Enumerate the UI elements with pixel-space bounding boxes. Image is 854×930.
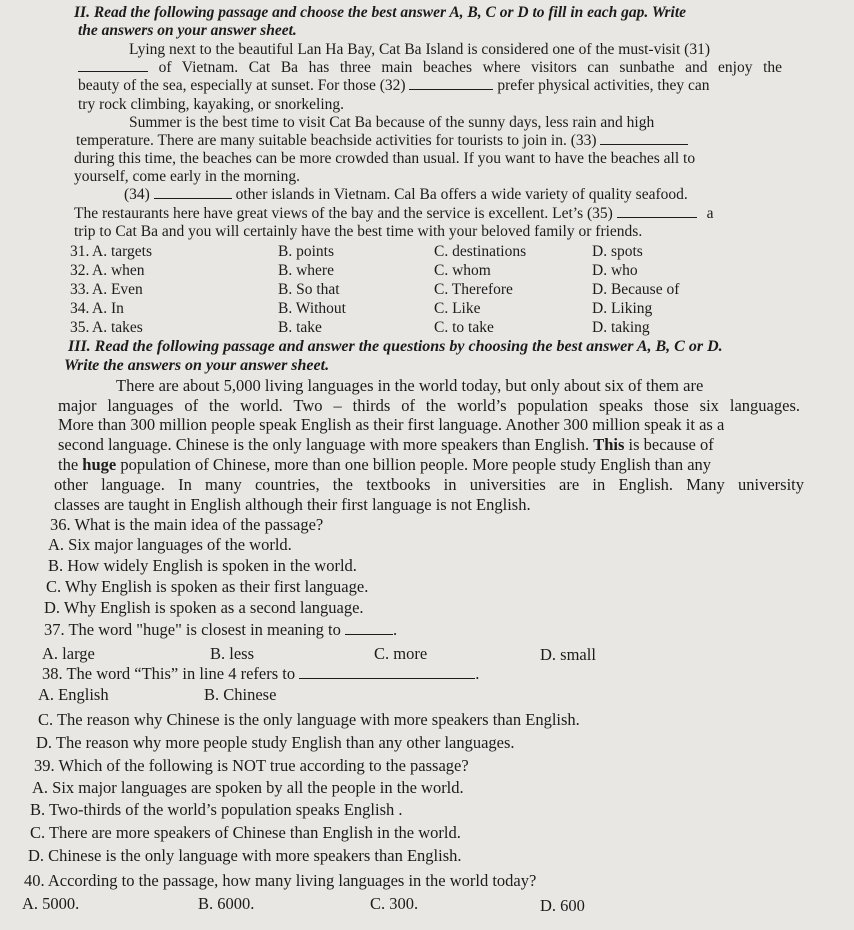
passage2-text: Lying next to the beautiful Lan Ha Bay, Cat Ba Island is considered one of the must-visit (31) xyxy=(129,41,710,58)
question-stem xyxy=(42,665,479,683)
passage3-line6: other language. In many countries, the textbooks in universities are in English. Many university xyxy=(54,475,804,494)
gap-33 xyxy=(600,132,688,145)
option-d[interactable]: D. The reason why more people study English than any other languages. xyxy=(36,733,515,752)
option-c[interactable]: C. The reason why Chinese is the only language with more speakers than English. xyxy=(38,710,580,729)
option-c[interactable]: C. 300. xyxy=(370,894,419,913)
option-d[interactable]: D. who xyxy=(592,262,638,279)
passage2-text: prefer physical activities, they can xyxy=(497,77,710,94)
this-word: This xyxy=(593,435,625,454)
option-a[interactable]: A. 5000. xyxy=(22,894,80,913)
option-a[interactable]: A. when xyxy=(92,262,145,279)
option-d[interactable]: D. Liking xyxy=(592,300,653,317)
passage2-line8: yourself, come early in the morning. xyxy=(74,168,300,185)
option-a[interactable]: A. takes xyxy=(92,319,143,336)
option-c[interactable]: C. to take xyxy=(434,319,494,336)
gap-31 xyxy=(78,59,148,72)
passage2-text: temperature. There are many suitable beachside activities for tourists to join in. (33) xyxy=(76,132,597,149)
passage2-line6 xyxy=(76,132,688,150)
passage2-text: a xyxy=(706,205,714,222)
option-a[interactable]: A. targets xyxy=(92,243,152,260)
option-c[interactable]: C. destinations xyxy=(434,243,527,260)
option-b[interactable]: B. Without xyxy=(278,300,346,317)
passage2-text: beauty of the sea, especially at sunset. For those (32) xyxy=(78,77,406,94)
passage3-line3: More than 300 million people speak English as their first language. Another 300 million speak it as a xyxy=(58,415,725,434)
passage2-text: of Vietnam. Cat Ba has three main beaches where visitors can sunbathe and enjoy the xyxy=(158,59,783,76)
option-d[interactable]: D. taking xyxy=(592,319,650,336)
option-c[interactable]: C. whom xyxy=(434,262,491,279)
passage2-line2 xyxy=(78,59,782,77)
option-c[interactable]: C. Therefore xyxy=(434,281,513,298)
option-b[interactable]: B. less xyxy=(210,644,255,663)
passage2-line10 xyxy=(74,205,713,223)
passage2-line11: trip to Cat Ba and you will certainly have the best time with your beloved family or friends. xyxy=(74,223,643,240)
passage2-text: (34) xyxy=(124,186,150,203)
passage3-text: population of Chinese, more than one billion people. More people study English than any xyxy=(120,455,712,474)
option-d[interactable]: D. 600 xyxy=(540,896,585,915)
passage3-text: is because of xyxy=(628,435,714,454)
question-stem-end: . xyxy=(392,620,398,639)
question-stem xyxy=(44,621,397,639)
passage2-line5: Summer is the best time to visit Cat Ba because of the sunny days, less rain and high xyxy=(129,114,655,131)
passage2-line1 xyxy=(129,41,710,59)
passage3-line2: major languages of the world. Two – thirds of the world’s population speaks those six languages. xyxy=(58,396,800,415)
option-a[interactable]: A. Six major languages of the world. xyxy=(48,535,292,554)
passage3-line5 xyxy=(58,456,711,474)
option-a[interactable]: A. Even xyxy=(92,281,143,298)
question-number: 34. xyxy=(70,300,90,317)
gap-32 xyxy=(409,77,493,90)
passage3-text: the xyxy=(58,455,79,474)
passage3-line1: There are about 5,000 living languages in the world today, but only about six of them are xyxy=(116,376,704,395)
option-d[interactable]: D. Why English is spoken as a second language. xyxy=(44,598,364,617)
option-c[interactable]: C. more xyxy=(374,644,428,663)
question-stem-text: 37. The word "huge" is closest in meaning to xyxy=(44,620,341,639)
passage2-text: other islands in Vietnam. Cal Ba offers a wide variety of quality seafood. xyxy=(235,186,688,203)
section2-instruction-line1: II. Read the following passage and choose the best answer A, B, C or D to fill in each gap. Write xyxy=(74,4,687,21)
option-a[interactable]: A. large xyxy=(42,644,95,663)
option-b[interactable]: B. Two-thirds of the world’s population speaks English . xyxy=(30,800,403,819)
answer-blank xyxy=(345,622,393,635)
passage2-line3 xyxy=(78,77,709,95)
option-a[interactable]: A. In xyxy=(92,300,124,317)
passage2-line7: during this time, the beaches can be more crowded than usual. If you want to have the beaches all to xyxy=(74,150,696,167)
option-b[interactable]: B. take xyxy=(278,319,322,336)
passage3-text: second language. Chinese is the only language with more speakers than English. xyxy=(58,435,590,454)
option-d[interactable]: D. Because of xyxy=(592,281,680,298)
question-number: 33. xyxy=(70,281,90,298)
question-stem-text: 38. The word “This” in line 4 refers to xyxy=(42,664,296,683)
gap-35 xyxy=(617,205,697,218)
question-stem-end: . xyxy=(475,664,480,683)
option-b[interactable]: B. Chinese xyxy=(204,685,277,704)
section2-instruction-line2: the answers on your answer sheet. xyxy=(78,22,297,39)
option-b[interactable]: B. How widely English is spoken in the world. xyxy=(48,556,357,575)
option-c[interactable]: C. Like xyxy=(434,300,481,317)
option-b[interactable]: B. points xyxy=(278,243,334,260)
option-c[interactable]: C. There are more speakers of Chinese than English in the world. xyxy=(30,823,461,842)
passage3-line7: classes are taught in English although their first language is not English. xyxy=(54,495,531,514)
question-number: 32. xyxy=(70,262,90,279)
section3-instruction-line2: Write the answers on your answer sheet. xyxy=(64,357,330,374)
gap-34 xyxy=(154,186,232,199)
option-a[interactable]: A. Six major languages are spoken by all the people in the world. xyxy=(32,778,464,797)
passage2-line4: try rock climbing, kayaking, or snorkeling. xyxy=(78,96,345,113)
option-a[interactable]: A. English xyxy=(38,685,109,704)
answer-blank xyxy=(299,666,475,679)
question-stem: 40. According to the passage, how many living languages in the world today? xyxy=(24,871,537,890)
passage2-text: The restaurants here have great views of the bay and the service is excellent. Let’s (35) xyxy=(74,205,613,222)
huge-word: huge xyxy=(82,455,117,474)
option-d[interactable]: D. small xyxy=(540,645,596,664)
section3-instruction-line1: III. Read the following passage and answer the questions by choosing the best answer A, B, C or D. xyxy=(68,338,723,355)
option-b[interactable]: B. 6000. xyxy=(198,894,255,913)
option-d[interactable]: D. Chinese is the only language with more speakers than English. xyxy=(28,846,462,865)
question-stem: 36. What is the main idea of the passage? xyxy=(50,515,324,534)
passage2-line9 xyxy=(124,186,688,204)
option-b[interactable]: B. where xyxy=(278,262,334,279)
question-number: 31. xyxy=(70,243,90,260)
question-number: 35. xyxy=(70,319,90,336)
option-d[interactable]: D. spots xyxy=(592,243,643,260)
passage3-line4 xyxy=(58,436,714,454)
option-c[interactable]: C. Why English is spoken as their first language. xyxy=(46,577,369,596)
option-b[interactable]: B. So that xyxy=(278,281,340,298)
question-stem: 39. Which of the following is NOT true according to the passage? xyxy=(34,756,469,775)
